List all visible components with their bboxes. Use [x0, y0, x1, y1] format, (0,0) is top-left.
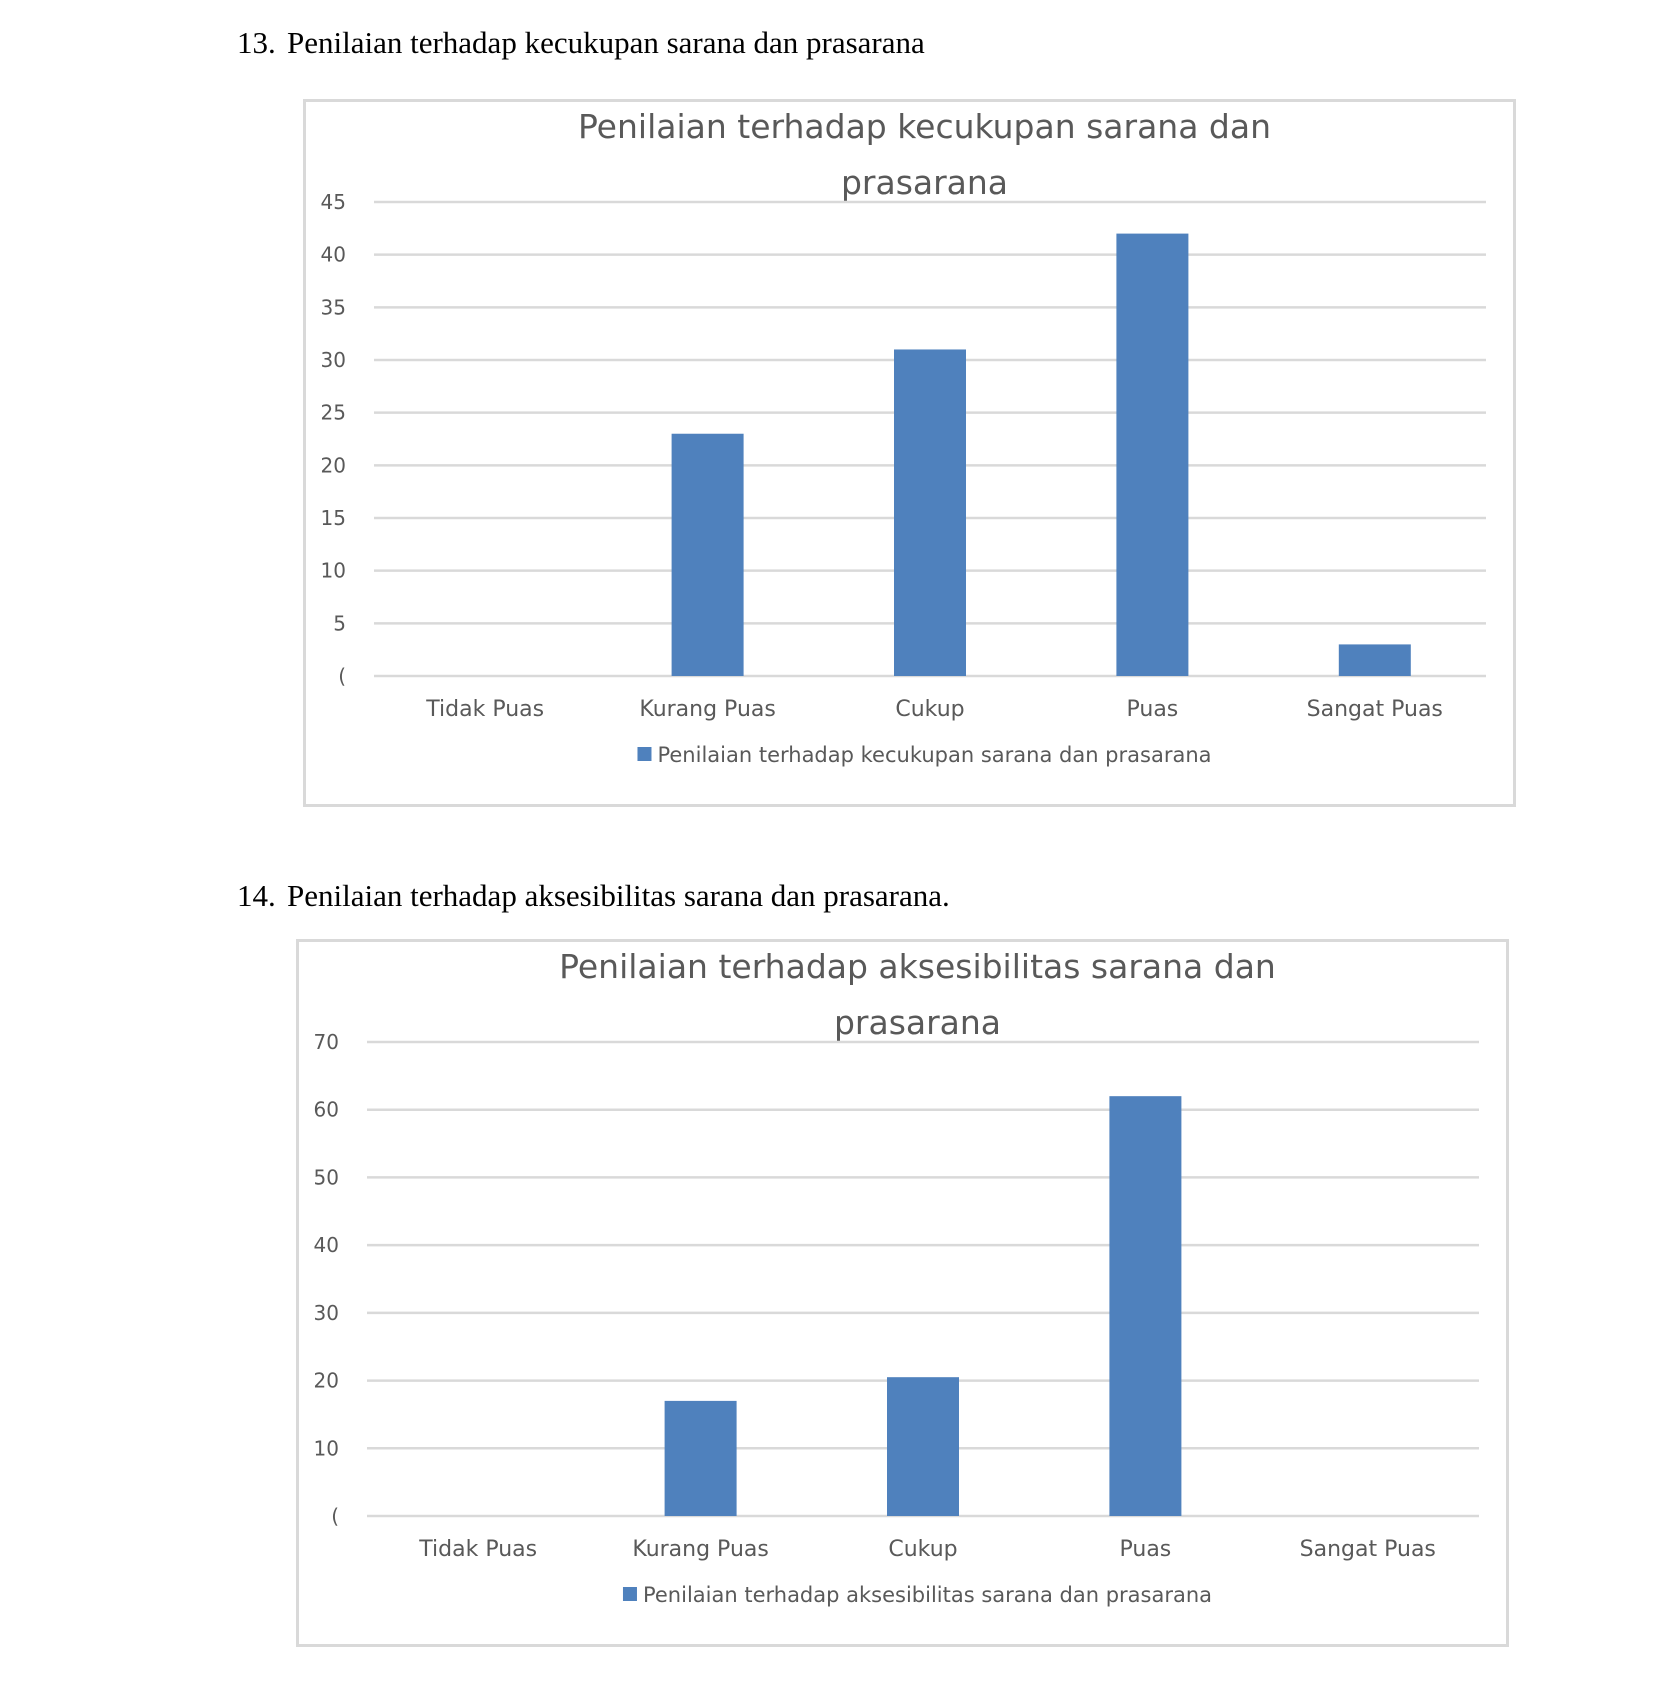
chart2-legend-label: Penilaian terhadap aksesibilitas sarana dan prasarana	[642, 1583, 1213, 1607]
chart2-x-tick-label: Tidak Puas	[419, 1537, 538, 1562]
chart1-title-line-2: prasarana	[840, 163, 1009, 202]
chart1-y-tick-label: 20	[320, 453, 346, 478]
heading-number: 14.	[237, 878, 276, 913]
chart1-y-tick-label: 15	[320, 506, 346, 530]
chart1-y-tick-label: (	[338, 664, 346, 688]
chart2-x-tick-label: Sangat Puas	[1299, 1537, 1436, 1562]
chart2-y-tick-label: 60	[313, 1097, 339, 1122]
chart2-x-tick-label: Puas	[1119, 1537, 1172, 1562]
chart1-bar-kurang-puas	[672, 434, 744, 676]
chart1-y-tick-label: 40	[320, 242, 346, 267]
chart2-x-tick-label: Kurang Puas	[632, 1537, 769, 1562]
chart2-y-tick-label: 30	[313, 1300, 339, 1325]
chart1-y-tick-label: 30	[320, 348, 346, 372]
section-heading-13	[237, 25, 925, 61]
chart2-bar-puas	[1109, 1096, 1181, 1516]
chart1-title-line-1: Penilaian terhadap kecukupan sarana dan	[577, 107, 1272, 146]
chart2-y-tick-label: (	[331, 1504, 339, 1528]
chart2-y-tick-label: 20	[313, 1368, 339, 1393]
chart2-title-line-1: Penilaian terhadap aksesibilitas sarana dan	[559, 947, 1276, 986]
chart-kecukupan	[303, 99, 1516, 807]
chart-aksesibilitas	[296, 939, 1509, 1647]
chart-aksesibilitas-svg	[299, 942, 1512, 1650]
chart1-x-tick-label: Puas	[1126, 697, 1179, 722]
chart1-x-tick-label: Sangat Puas	[1306, 697, 1443, 722]
chart1-y-tick-label: 10	[320, 558, 346, 583]
chart1-legend-swatch	[637, 747, 651, 761]
chart1-x-tick-label: Cukup	[895, 697, 965, 722]
chart2-x-tick-label: Cukup	[888, 1537, 958, 1562]
chart2-legend-swatch	[623, 1587, 637, 1601]
chart1-bar-puas	[1116, 234, 1188, 676]
chart1-x-tick-label: Tidak Puas	[426, 697, 545, 722]
chart1-y-tick-label: 25	[320, 400, 346, 425]
chart1-bar-cukup	[894, 349, 966, 676]
heading-text: Penilaian terhadap kecukupan sarana dan prasarana	[287, 25, 925, 60]
heading-text: Penilaian terhadap aksesibilitas sarana dan prasarana.	[287, 878, 950, 913]
chart1-legend-label: Penilaian terhadap kecukupan sarana dan prasarana	[657, 743, 1212, 767]
chart1-y-tick-label: 35	[320, 295, 346, 320]
chart2-title-line-2: prasarana	[833, 1003, 1002, 1042]
section-heading-14	[237, 878, 950, 914]
chart1-y-tick-label: 5	[333, 611, 346, 636]
chart1-y-tick-label: 45	[320, 190, 346, 214]
chart2-bar-cukup	[887, 1377, 959, 1516]
chart2-y-tick-label: 70	[313, 1030, 339, 1054]
chart2-y-tick-label: 10	[313, 1436, 339, 1461]
chart2-bar-kurang-puas	[665, 1401, 737, 1516]
heading-number: 13.	[237, 25, 276, 60]
chart-kecukupan-svg	[306, 102, 1519, 810]
chart1-x-tick-label: Kurang Puas	[639, 697, 776, 722]
chart1-bar-sangat-puas	[1339, 644, 1411, 676]
chart2-y-tick-label: 50	[313, 1165, 339, 1190]
chart2-y-tick-label: 40	[313, 1233, 339, 1258]
